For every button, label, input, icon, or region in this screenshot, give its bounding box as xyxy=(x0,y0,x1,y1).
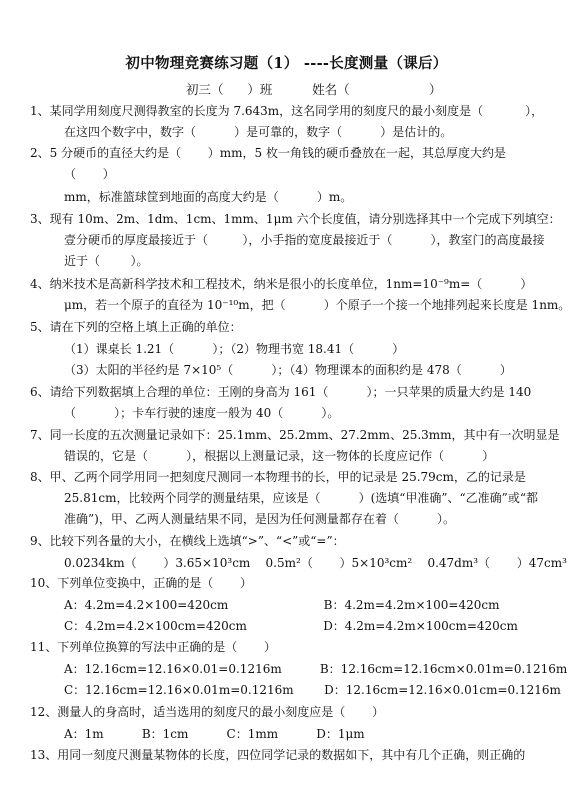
question-13-line-1: 13、用同一刻度尺测量某物体的长度，四位同学记录的数据如下，其中有几个正确，则正确的 xyxy=(30,748,526,762)
question-3-line-2: 壹分硬币的厚度最接近于（ ），小手指的宽度最接近于（ ），教室门的高度最接 xyxy=(64,233,545,247)
question-5-line-2: （1）课桌长 1.21（ ）；（2）物理书宽 18.41（ ） xyxy=(64,342,405,356)
class-name-line: 初三（ ）班 姓名（ ） xyxy=(186,82,442,97)
question-3-line-3: 近于（ ）。 xyxy=(64,254,149,268)
question-2-line-3: mm，标准篮球筐到地面的高度大约是（ ）m。 xyxy=(64,190,353,204)
question-11-options-cd: C：12.16cm=12.16×0.01m=0.1216m D：12.16cm=12.16×0.01cm=0.1216m xyxy=(64,683,561,697)
question-8-line-2: 25.81cm，比较两个同学的测量结果，应该是（ ）(选填“甲准确”、“乙准确”或“都 xyxy=(64,491,538,505)
question-11-line-1: 11、下列单位换算的写法中正确的是（ ） xyxy=(30,640,276,654)
question-10-options-cd: C：4.2m=4.2×100cm=420cm D：4.2m=4.2m×100cm=420cm xyxy=(64,619,518,633)
question-4-line-1: 4、纳米技术是高新科学技术和工程技术，纳米是很小的长度单位，1nm=10⁻⁹m=（ ） xyxy=(30,277,533,291)
question-4-line-2: μm，若一个原子的直径为 10⁻¹⁰m，把（ ）个原子一个接一个地排列起来长度是 1nm。 xyxy=(64,298,571,312)
question-10-options-ab: A：4.2m=4.2×100=420cm B：4.2m=4.2m×100=420cm xyxy=(64,598,500,612)
question-11-options-ab: A：12.16cm=12.16×0.01=0.1216m B：12.16cm=12.16cm×0.01m=0.1216m xyxy=(64,662,568,676)
question-7-line-1: 7、同一长度的五次测量记录如下：25.1mm、25.2mm、27.2mm、25.3mm，其中有一次明显是 xyxy=(30,428,560,442)
question-7-line-2: 错误的，它是（ ），根据以上测量记录，这一物体的长度应记作（ ） xyxy=(64,449,495,463)
page-title: 初中物理竞赛练习题（1） ----长度测量（课后） xyxy=(125,55,448,72)
question-1-line-2: 在这四个数字中，数字（ ）是可靠的，数字（ ）是估计的。 xyxy=(64,125,453,139)
question-2-line-1: 2、5 分硬币的直径大约是（ ）mm，5 枚一角钱的硬币叠放在一起，其总厚度大约是 xyxy=(30,146,506,160)
question-8-line-3: 准确”)，甲、乙两人测量结果不同，是因为任何测量都存在着（ ）。 xyxy=(64,512,455,526)
question-2-line-2: （ ） xyxy=(64,167,115,181)
question-9-line-2: 0.0234km（ ）3.65×10³cm 0.5m²（ ）5×10³cm² 0.47dm³（ ）47cm³ xyxy=(64,556,567,570)
question-10-line-1: 10、下列单位变换中，正确的是（ ） xyxy=(30,576,252,590)
question-12-options: A：1m B：1cm C：1mm D：1μm xyxy=(64,727,365,741)
question-12-line-1: 12、测量人的身高时，适当选用的刻度尺的最小刻度应是（ ） xyxy=(30,705,384,719)
question-1-line-1: 1、某同学用刻度尺测得教室的长度为 7.643m，这名同学用的刻度尺的最小刻度是（ ）， xyxy=(30,104,544,118)
question-6-line-2: （ ）；卡车行驶的速度一般为 40（ ）。 xyxy=(64,406,340,420)
question-6-line-1: 6、请给下列数据填上合理的单位：王刚的身高为 161（ ）；一只苹果的质量大约是 140 xyxy=(30,385,532,399)
question-5-line-3: （3）太阳的半径约是 7×10⁵（ ）；（4）物理课本的面积约是 478（ ） xyxy=(64,363,512,377)
question-5-line-1: 5、请在下列的空格上填上正确的单位： xyxy=(30,320,242,334)
question-3-line-1: 3、现有 10m、2m、1dm、1cm、1mm、1μm 六个长度值，请分别选择其中一个完成下列填空： xyxy=(30,212,561,226)
question-8-line-1: 8、甲、乙两个同学用同一把刻度尺测同一本物理书的长，甲的记录是 25.79cm，乙的记录是 xyxy=(30,470,526,484)
question-9-line-1: 9、比较下列各量的大小，在横线上选填“>”、“<”或“=”： xyxy=(30,534,345,548)
